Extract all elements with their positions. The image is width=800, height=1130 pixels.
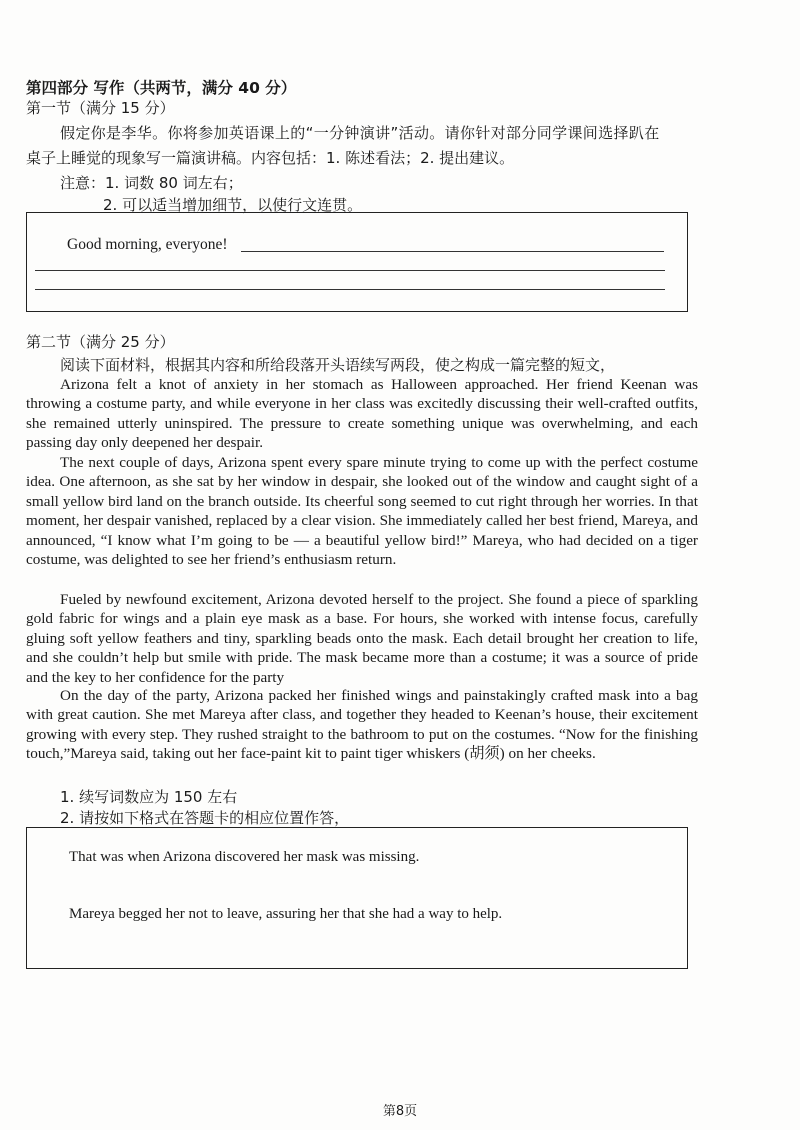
section1-instruction-line1: 假定你是李华。你将参加英语课上的“一分钟演讲”活动。请你针对部分同学课间选择趴在 bbox=[60, 124, 660, 142]
story-paragraph: Fueled by newfound excitement, Arizona devoted herself to the project. She found a piece of sparkling gold fabric for wings and a plain eye mask as a base. For hours, she worked with intense focus, carefully gluing soft yellow feathers and tiny, sparkling beads onto the mask. Each detail brought her creation to life, and she couldn’t help but smile with pride. The mask became more than a costume; it was a source of pride and the key to her confidence for the party bbox=[26, 591, 698, 686]
continuation-para2-opening: Mareya begged her not to leave, assuring her that she had a way to help. bbox=[69, 906, 503, 922]
story-paragraph: Arizona felt a knot of anxiety in her stomach as Halloween approached. Her friend Keenan was throwing a costume party, and while everyone in her class was excitedly discussing their well-crafted outfits, she remained utterly uninspired. The pressure to create something unique was overwhelming, and each passing day only deepened her despair. bbox=[26, 376, 698, 452]
answer-line bbox=[241, 251, 664, 252]
page-number: 第8页 bbox=[382, 1104, 418, 1119]
section2-note1: 1. 续写词数应为 150 左右 bbox=[60, 788, 238, 806]
answer-opening: Good morning, everyone! bbox=[67, 236, 228, 253]
section1-note1: 注意：1. 词数 80 词左右； bbox=[60, 174, 243, 192]
section1-instruction-line2: 桌子上睡觉的现象写一篇演讲稿。内容包括：1. 陈述看法；2. 提出建议。 bbox=[26, 149, 515, 167]
part-title: 第四部分 写作（共两节，满分 40 分） bbox=[26, 79, 297, 97]
continuation-para1-opening: That was when Arizona discovered her mask was missing. bbox=[69, 849, 420, 865]
section2-heading: 第二节（满分 25 分） bbox=[26, 333, 175, 351]
section2-instruction: 阅读下面材料，根据其内容和所给段落开头语续写两段，使之构成一篇完整的短文， bbox=[60, 356, 616, 374]
answer-line bbox=[35, 270, 665, 271]
story-paragraph: The next couple of days, Arizona spent every spare minute trying to come up with the perfect costume idea. One afternoon, as she sat by her window in despair, she looked out of the window and caught sight of a small yellow bird land on the branch outside. Its cheerful song seemed to cut right through her worries. In that moment, her despair vanished, replaced by a clear vision. She immediately called her best friend, Mareya, and announced, “I know what I’m going to be — a beautiful yellow bird!” Mareya, who had decided on a tiger costume, was delighted to see her friend’s enthusiasm return. bbox=[26, 454, 698, 569]
section1-answer-box bbox=[26, 212, 688, 312]
section1-heading: 第一节（满分 15 分） bbox=[26, 99, 175, 117]
story-paragraph: On the day of the party, Arizona packed her finished wings and painstakingly crafted mask into a bag with great caution. She met Mareya after class, and together they headed to Keenan’s house, their excitement growing with every step. They rushed straight to the bathroom to put on the costumes. “Now for the finishing touch,”Mareya said, taking out her face-paint kit to paint tiger whiskers (胡须) on her cheeks. bbox=[26, 687, 698, 763]
answer-line bbox=[35, 289, 665, 290]
section2-answer-box bbox=[26, 827, 688, 969]
section2-note2: 2. 请按如下格式在答题卡的相应位置作答， bbox=[60, 809, 350, 827]
section1-note2: 2. 可以适当增加细节，以使行文连贯。 bbox=[103, 196, 363, 214]
